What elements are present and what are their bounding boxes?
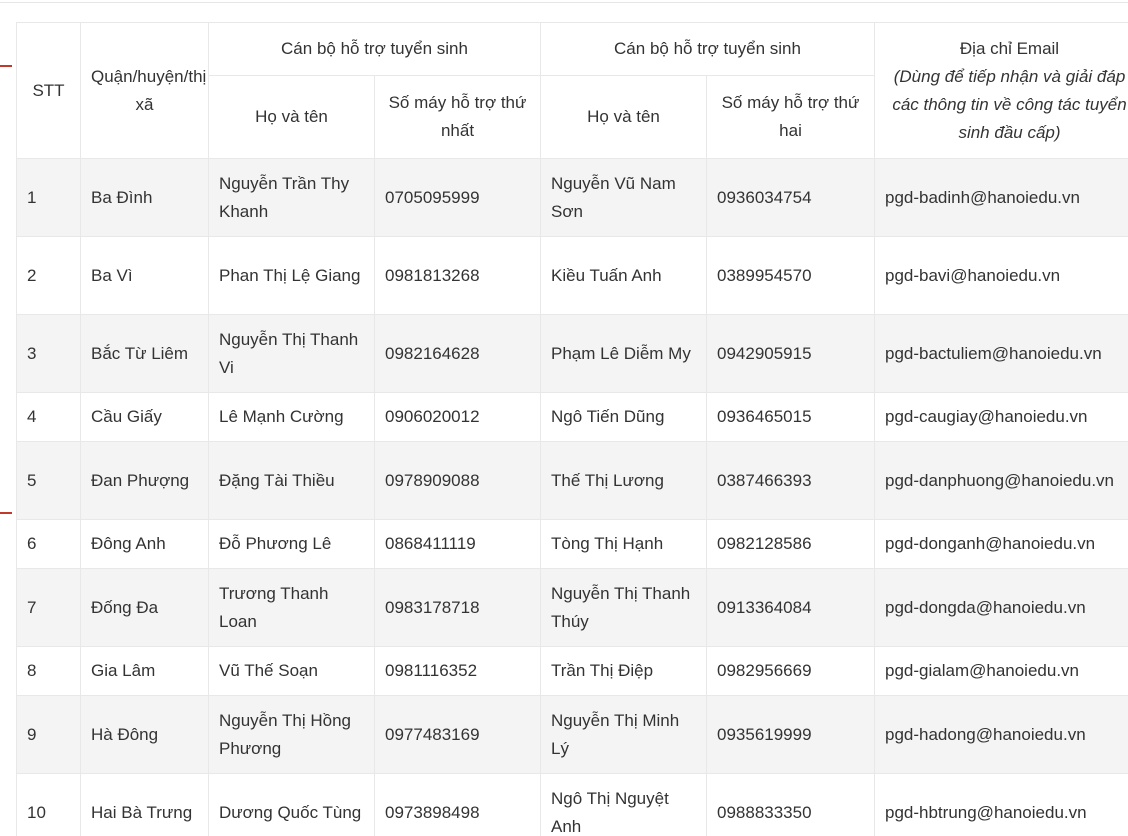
cell-name-second: Nguyễn Thị Thanh Thúy (541, 569, 707, 647)
cell-district: Bắc Từ Liêm (81, 315, 209, 393)
cell-phone-first: 0868411119 (375, 520, 541, 569)
top-divider (0, 2, 1128, 3)
table-row (17, 696, 1128, 774)
cell-phone-first: 0983178718 (375, 569, 541, 647)
cell-name-second: Phạm Lê Diễm My (541, 315, 707, 393)
cell-district: Đan Phượng (81, 442, 209, 520)
cell-email: pgd-badinh@hanoiedu.vn (875, 159, 1128, 237)
header-group-second: Cán bộ hỗ trợ tuyển sinh (541, 23, 875, 76)
header-email (875, 23, 1128, 159)
cell-email: pgd-dongda@hanoiedu.vn (875, 569, 1128, 647)
cell-name-first: Nguyễn Trần Thy Khanh (209, 159, 375, 237)
cell-phone-first: 0977483169 (375, 696, 541, 774)
table-row (17, 774, 1128, 836)
cell-name-first: Lê Mạnh Cường (209, 393, 375, 442)
table-row (17, 569, 1128, 647)
cell-email: pgd-caugiay@hanoiedu.vn (875, 393, 1128, 442)
cell-name-second: Trần Thị Điệp (541, 647, 707, 696)
header-stt: STT (17, 23, 81, 159)
cell-phone-second: 0982956669 (707, 647, 875, 696)
cell-phone-second: 0913364084 (707, 569, 875, 647)
cell-email: pgd-hadong@hanoiedu.vn (875, 696, 1128, 774)
cell-name-first: Nguyễn Thị Hồng Phương (209, 696, 375, 774)
enrollment-support-table (16, 22, 1128, 836)
cell-name-second: Ngô Thị Nguyệt Anh (541, 774, 707, 836)
cell-district: Đông Anh (81, 520, 209, 569)
cell-phone-second: 0988833350 (707, 774, 875, 836)
cell-phone-second: 0982128586 (707, 520, 875, 569)
cell-name-second: Nguyễn Vũ Nam Sơn (541, 159, 707, 237)
cell-phone-first: 0973898498 (375, 774, 541, 836)
cell-stt: 9 (17, 696, 81, 774)
cell-phone-first: 0705095999 (375, 159, 541, 237)
cell-name-second: Kiều Tuấn Anh (541, 237, 707, 315)
header-row-top (17, 23, 1128, 76)
cell-phone-second: 0389954570 (707, 237, 875, 315)
cell-name-second: Nguyễn Thị Minh Lý (541, 696, 707, 774)
cell-stt: 6 (17, 520, 81, 569)
cell-name-first: Đỗ Phương Lê (209, 520, 375, 569)
cell-stt: 3 (17, 315, 81, 393)
cell-stt: 8 (17, 647, 81, 696)
cell-stt: 10 (17, 774, 81, 836)
cell-stt: 4 (17, 393, 81, 442)
cell-stt: 5 (17, 442, 81, 520)
cell-name-first: Nguyễn Thị Thanh Vi (209, 315, 375, 393)
cell-stt: 2 (17, 237, 81, 315)
cell-district: Gia Lâm (81, 647, 209, 696)
table-row (17, 237, 1128, 315)
cell-district: Ba Vì (81, 237, 209, 315)
cell-name-first: Vũ Thế Soạn (209, 647, 375, 696)
side-marker (0, 512, 12, 514)
cell-stt: 7 (17, 569, 81, 647)
cell-name-second: Tòng Thị Hạnh (541, 520, 707, 569)
header-email-title: Địa chỉ Email (959, 38, 1060, 58)
cell-phone-first: 0978909088 (375, 442, 541, 520)
cell-phone-second: 0942905915 (707, 315, 875, 393)
header-phone-second: Số máy hỗ trợ thứ hai (707, 76, 875, 159)
header-name-second: Họ và tên (541, 76, 707, 159)
cell-stt: 1 (17, 159, 81, 237)
table-row (17, 315, 1128, 393)
cell-phone-second: 0936465015 (707, 393, 875, 442)
cell-name-second: Ngô Tiến Dũng (541, 393, 707, 442)
cell-phone-first: 0906020012 (375, 393, 541, 442)
cell-email: pgd-bactuliem@hanoiedu.vn (875, 315, 1128, 393)
header-district: Quận/huyện/thị xã (81, 23, 209, 159)
cell-email: pgd-bavi@hanoiedu.vn (875, 237, 1128, 315)
header-group-first: Cán bộ hỗ trợ tuyển sinh (209, 23, 541, 76)
cell-name-first: Đặng Tài Thiều (209, 442, 375, 520)
cell-district: Ba Đình (81, 159, 209, 237)
header-name-first: Họ và tên (209, 76, 375, 159)
cell-district: Cầu Giấy (81, 393, 209, 442)
side-marker (0, 65, 12, 67)
cell-name-first: Dương Quốc Tùng (209, 774, 375, 836)
cell-name-first: Trương Thanh Loan (209, 569, 375, 647)
table-row (17, 442, 1128, 520)
table-row (17, 393, 1128, 442)
cell-phone-second: 0935619999 (707, 696, 875, 774)
cell-phone-second: 0936034754 (707, 159, 875, 237)
table-body (17, 159, 1128, 836)
cell-district: Hai Bà Trưng (81, 774, 209, 836)
cell-district: Hà Đông (81, 696, 209, 774)
cell-name-second: Thế Thị Lương (541, 442, 707, 520)
cell-district: Đống Đa (81, 569, 209, 647)
cell-phone-second: 0387466393 (707, 442, 875, 520)
cell-phone-first: 0981116352 (375, 647, 541, 696)
cell-email: pgd-hbtrung@hanoiedu.vn (875, 774, 1128, 836)
header-phone-first: Số máy hỗ trợ thứ nhất (375, 76, 541, 159)
header-email-note: (Dùng để tiếp nhận và giải đáp các thông tin về công tác tuyển sinh đầu cấp) (892, 66, 1127, 142)
cell-phone-first: 0982164628 (375, 315, 541, 393)
cell-email: pgd-donganh@hanoiedu.vn (875, 520, 1128, 569)
cell-email: pgd-danphuong@hanoiedu.vn (875, 442, 1128, 520)
cell-name-first: Phan Thị Lệ Giang (209, 237, 375, 315)
cell-email: pgd-gialam@hanoiedu.vn (875, 647, 1128, 696)
table-row (17, 159, 1128, 237)
table-row (17, 520, 1128, 569)
table-row (17, 647, 1128, 696)
cell-phone-first: 0981813268 (375, 237, 541, 315)
